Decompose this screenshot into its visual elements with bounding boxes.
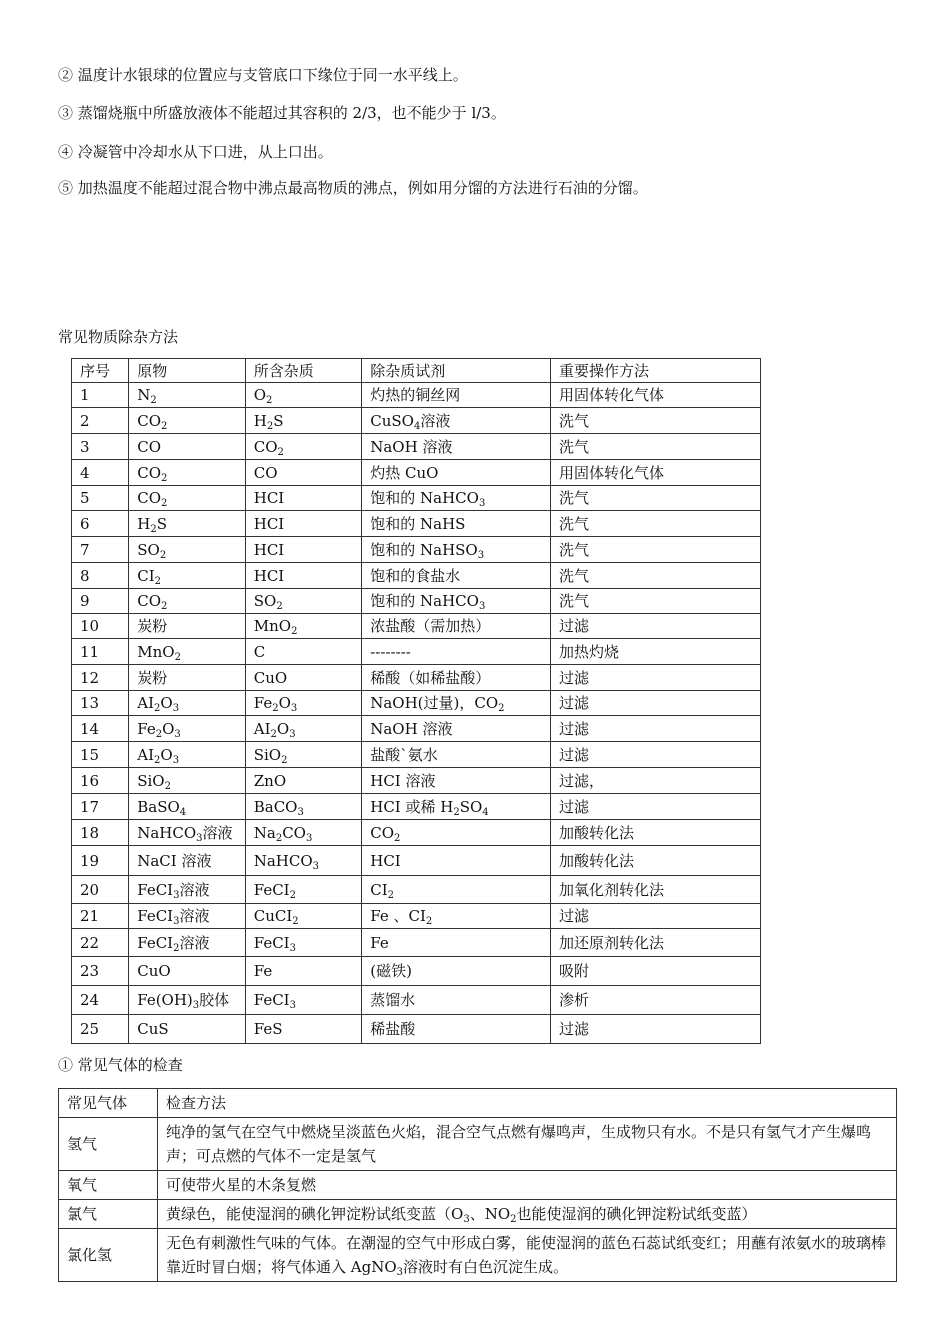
table1-cell: 过滤 <box>551 716 761 742</box>
table1-cell: 用固体转化气体 <box>551 383 761 408</box>
table1-cell: Fe <box>362 929 551 957</box>
table-row <box>72 614 761 639</box>
table1-cell: $CO_2$ <box>245 434 362 460</box>
table-row <box>72 929 761 957</box>
table1-cell: $Fe_2O_3$ <box>245 691 362 716</box>
table1-cell: 炭粉 <box>129 665 246 691</box>
table1-cell: 9 <box>72 589 129 614</box>
table1-cell: MnO$_2$ <box>245 614 362 639</box>
table1-cell: 洗气 <box>551 434 761 460</box>
table-row <box>72 742 761 768</box>
table1-cell: FeCI$_3$ <box>245 986 362 1015</box>
table1-cell: $AI_2O_3$ <box>245 716 362 742</box>
table1-cell: 灼热 CuO <box>362 460 551 486</box>
table1-cell: 洗气 <box>551 511 761 537</box>
table2-cell: 氧气 <box>59 1171 158 1200</box>
table1-cell: 24 <box>72 986 129 1015</box>
table-row <box>72 876 761 904</box>
table1-cell: 4 <box>72 460 129 486</box>
table1-cell: 1 <box>72 383 129 408</box>
note-thermometer: ② 温度计水银球的位置应与支管底口下缘位于同一水平线上。 <box>58 66 468 84</box>
table1-header-cell: 除杂质试剂 <box>362 359 551 383</box>
table1-cell: HCI <box>245 511 362 537</box>
table1-cell: 22 <box>72 929 129 957</box>
table1-cell: 稀盐酸 <box>362 1015 551 1044</box>
table1-cell: 16 <box>72 768 129 794</box>
table1-cell: 加还原剂转化法 <box>551 929 761 957</box>
table-row <box>72 691 761 716</box>
table-row <box>72 957 761 986</box>
table-row <box>59 1118 897 1171</box>
table1-cell: 浓盐酸（需加热） <box>362 614 551 639</box>
table1-cell: CuO <box>129 957 246 986</box>
table1-cell: $CO_2$ <box>129 408 246 434</box>
table1-cell: NaHCO$_3$ <box>245 846 362 876</box>
table-row <box>72 408 761 434</box>
table-row <box>72 716 761 742</box>
table1-cell: 用固体转化气体 <box>551 460 761 486</box>
table-row <box>72 537 761 563</box>
table1-cell: -------- <box>362 639 551 665</box>
table1-cell: 3 <box>72 434 129 460</box>
table1-header-row <box>72 359 761 383</box>
table2-cell: 氢气 <box>59 1118 158 1171</box>
table2-header-row <box>59 1089 897 1118</box>
table1-cell: $CO_2$ <box>362 820 551 846</box>
table1-cell: 灼热的铜丝网 <box>362 383 551 408</box>
table1-cell: 盐酸`氨水 <box>362 742 551 768</box>
table1-cell: FeCI$_2$溶液 <box>129 929 246 957</box>
table-row <box>72 665 761 691</box>
table1-cell: 18 <box>72 820 129 846</box>
table1-cell: SiO$_2$ <box>245 742 362 768</box>
table1-cell: $H_2S$ <box>129 511 246 537</box>
table1-cell: ZnO <box>245 768 362 794</box>
table1-header-cell: 序号 <box>72 359 129 383</box>
table1-cell: 洗气 <box>551 589 761 614</box>
table1-cell: 过滤 <box>551 691 761 716</box>
table1-cell: FeCI$_2$ <box>245 876 362 904</box>
table1-header-cell: 重要操作方法 <box>551 359 761 383</box>
table-row <box>72 1015 761 1044</box>
table1-cell: HCI 溶液 <box>362 768 551 794</box>
table1-cell: 洗气 <box>551 486 761 511</box>
table2-cell: 无色有刺激性气味的气体。在潮湿的空气中形成白雾，能使湿润的蓝色石蕊试纸变红；用蘸有浓氨水的玻璃棒靠近时冒白烟；将气体通入 AgNO$_3$溶液时有白色沉淀生成。 <box>158 1229 897 1282</box>
table-row <box>72 904 761 929</box>
table1-cell: HCI <box>245 537 362 563</box>
table1-cell: 17 <box>72 794 129 820</box>
table1-cell: 过滤 <box>551 614 761 639</box>
table1-cell: 洗气 <box>551 563 761 589</box>
table-row <box>72 846 761 876</box>
table1-cell: HCI <box>245 563 362 589</box>
note-flask-volume: ③ 蒸馏烧瓶中所盛放液体不能超过其容积的 2/3，也不能少于 l/3。 <box>58 104 506 122</box>
note-condenser-water: ④ 冷凝管中冷却水从下口进，从上口出。 <box>58 143 333 161</box>
table-row <box>72 820 761 846</box>
table1-cell: 过滤 <box>551 665 761 691</box>
table1-cell: 10 <box>72 614 129 639</box>
table1-cell: 过滤 <box>551 904 761 929</box>
table1-cell: 20 <box>72 876 129 904</box>
table2-cell: 黄绿色，能使湿润的碘化钾淀粉试纸变蓝（$O_3$、$NO_2$也能使湿润的碘化钾淀粉试纸变蓝） <box>158 1200 897 1229</box>
table1-cell: 6 <box>72 511 129 537</box>
table1-cell: 过滤 <box>551 1015 761 1044</box>
table1-cell: FeCI$_3$溶液 <box>129 876 246 904</box>
table2-header-cell: 常见气体 <box>59 1089 158 1118</box>
table1-cell: 12 <box>72 665 129 691</box>
table1-cell: 11 <box>72 639 129 665</box>
table1-cell: 过滤 <box>551 794 761 820</box>
table1-cell: HCI <box>362 846 551 876</box>
table1-cell: 稀酸（如稀盐酸） <box>362 665 551 691</box>
impurity-removal-table <box>71 358 761 1044</box>
table1-cell: NaOH(过量)，$CO_2$ <box>362 691 551 716</box>
table2-cell: 纯净的氢气在空气中燃烧呈淡蓝色火焰，混合空气点燃有爆鸣声，生成物只有水。不是只有氢气才产生爆鸣声；可点燃的气体不一定是氢气 <box>158 1118 897 1171</box>
table1-cell: 蒸馏水 <box>362 986 551 1015</box>
table-row <box>59 1171 897 1200</box>
table-row <box>72 460 761 486</box>
table-row <box>72 768 761 794</box>
table1-cell: Fe 、$CI_2$ <box>362 904 551 929</box>
table1-cell: SiO$_2$ <box>129 768 246 794</box>
table1-cell: 饱和的 NaHCO$_3$ <box>362 589 551 614</box>
table1-cell: 23 <box>72 957 129 986</box>
table1-cell: $O_2$ <box>245 383 362 408</box>
table-row <box>72 486 761 511</box>
table1-title: 常见物质除杂方法 <box>58 328 179 346</box>
table1-cell: $AI_2O_3$ <box>129 691 246 716</box>
table1-cell: (磁铁) <box>362 957 551 986</box>
table2-cell: 氯化氢 <box>59 1229 158 1282</box>
table1-cell: $CO_2$ <box>129 486 246 511</box>
table1-cell: HCI 或稀 $H_2SO_4$ <box>362 794 551 820</box>
table1-cell: $CO_2$ <box>129 589 246 614</box>
table1-cell: CuS <box>129 1015 246 1044</box>
table1-cell: 8 <box>72 563 129 589</box>
table1-cell: 饱和的 NaHSO$_3$ <box>362 537 551 563</box>
table1-cell: CuSO$_4$溶液 <box>362 408 551 434</box>
table1-cell: MnO$_2$ <box>129 639 246 665</box>
table-row <box>72 986 761 1015</box>
table1-cell: NaCI 溶液 <box>129 846 246 876</box>
table-row <box>72 794 761 820</box>
table1-cell: FeS <box>245 1015 362 1044</box>
table2-title: ① 常见气体的检查 <box>58 1056 183 1074</box>
table1-cell: 吸附 <box>551 957 761 986</box>
table2-header-cell: 检查方法 <box>158 1089 897 1118</box>
table1-cell: 饱和的 NaHCO$_3$ <box>362 486 551 511</box>
table1-cell: 洗气 <box>551 408 761 434</box>
table-row <box>72 511 761 537</box>
table1-cell: NaHCO$_3$溶液 <box>129 820 246 846</box>
table1-cell: CO <box>245 460 362 486</box>
table1-cell: $CO_2$ <box>129 460 246 486</box>
table1-cell: $AI_2O_3$ <box>129 742 246 768</box>
gas-test-table <box>58 1088 897 1282</box>
table1-cell: 加热灼烧 <box>551 639 761 665</box>
table1-cell: NaOH 溶液 <box>362 716 551 742</box>
table1-cell: $SO_2$ <box>129 537 246 563</box>
table-row <box>72 434 761 460</box>
table1-cell: 洗气 <box>551 537 761 563</box>
table1-cell: 15 <box>72 742 129 768</box>
table1-cell: BaCO$_3$ <box>245 794 362 820</box>
table1-cell: FeCI$_3$ <box>245 929 362 957</box>
table1-header-cell: 所含杂质 <box>245 359 362 383</box>
table2-cell: 氯气 <box>59 1200 158 1229</box>
table1-cell: 13 <box>72 691 129 716</box>
table-row <box>72 639 761 665</box>
table1-cell: 过滤， <box>551 768 761 794</box>
table1-cell: C <box>245 639 362 665</box>
table1-cell: 25 <box>72 1015 129 1044</box>
table1-cell: $CI_2$ <box>362 876 551 904</box>
table1-cell: FeCI$_3$溶液 <box>129 904 246 929</box>
table1-cell: 加酸转化法 <box>551 846 761 876</box>
table-row <box>72 563 761 589</box>
table1-cell: 饱和的 NaHS <box>362 511 551 537</box>
table1-cell: 7 <box>72 537 129 563</box>
table1-cell: $H_2S$ <box>245 408 362 434</box>
table1-cell: 14 <box>72 716 129 742</box>
table1-cell: 渗析 <box>551 986 761 1015</box>
table1-cell: 19 <box>72 846 129 876</box>
table1-cell: 5 <box>72 486 129 511</box>
table1-cell: 加氧化剂转化法 <box>551 876 761 904</box>
table1-cell: CO <box>129 434 246 460</box>
table1-header-cell: 原物 <box>129 359 246 383</box>
table1-cell: $Na_2CO_3$ <box>245 820 362 846</box>
table-row <box>59 1229 897 1282</box>
table1-cell: $Fe_2O_3$ <box>129 716 246 742</box>
table1-cell: $SO_2$ <box>245 589 362 614</box>
table1-cell: 21 <box>72 904 129 929</box>
table1-cell: BaSO$_4$ <box>129 794 246 820</box>
table1-cell: 过滤 <box>551 742 761 768</box>
table-row <box>59 1200 897 1229</box>
table1-cell: $Fe(OH)_3$胶体 <box>129 986 246 1015</box>
table1-cell: 炭粉 <box>129 614 246 639</box>
table1-cell: 2 <box>72 408 129 434</box>
table1-cell: 加酸转化法 <box>551 820 761 846</box>
note-heating-temperature: ⑤ 加热温度不能超过混合物中沸点最高物质的沸点，例如用分馏的方法进行石油的分馏。 <box>58 179 648 197</box>
table1-cell: $N_2$ <box>129 383 246 408</box>
table-row <box>72 383 761 408</box>
table-row <box>72 589 761 614</box>
table2-cell: 可使带火星的木条复燃 <box>158 1171 897 1200</box>
table1-cell: Fe <box>245 957 362 986</box>
table1-cell: CuO <box>245 665 362 691</box>
table1-cell: $CI_2$ <box>129 563 246 589</box>
table1-cell: NaOH 溶液 <box>362 434 551 460</box>
table1-cell: 饱和的食盐水 <box>362 563 551 589</box>
table1-cell: HCI <box>245 486 362 511</box>
table1-cell: CuCI$_2$ <box>245 904 362 929</box>
